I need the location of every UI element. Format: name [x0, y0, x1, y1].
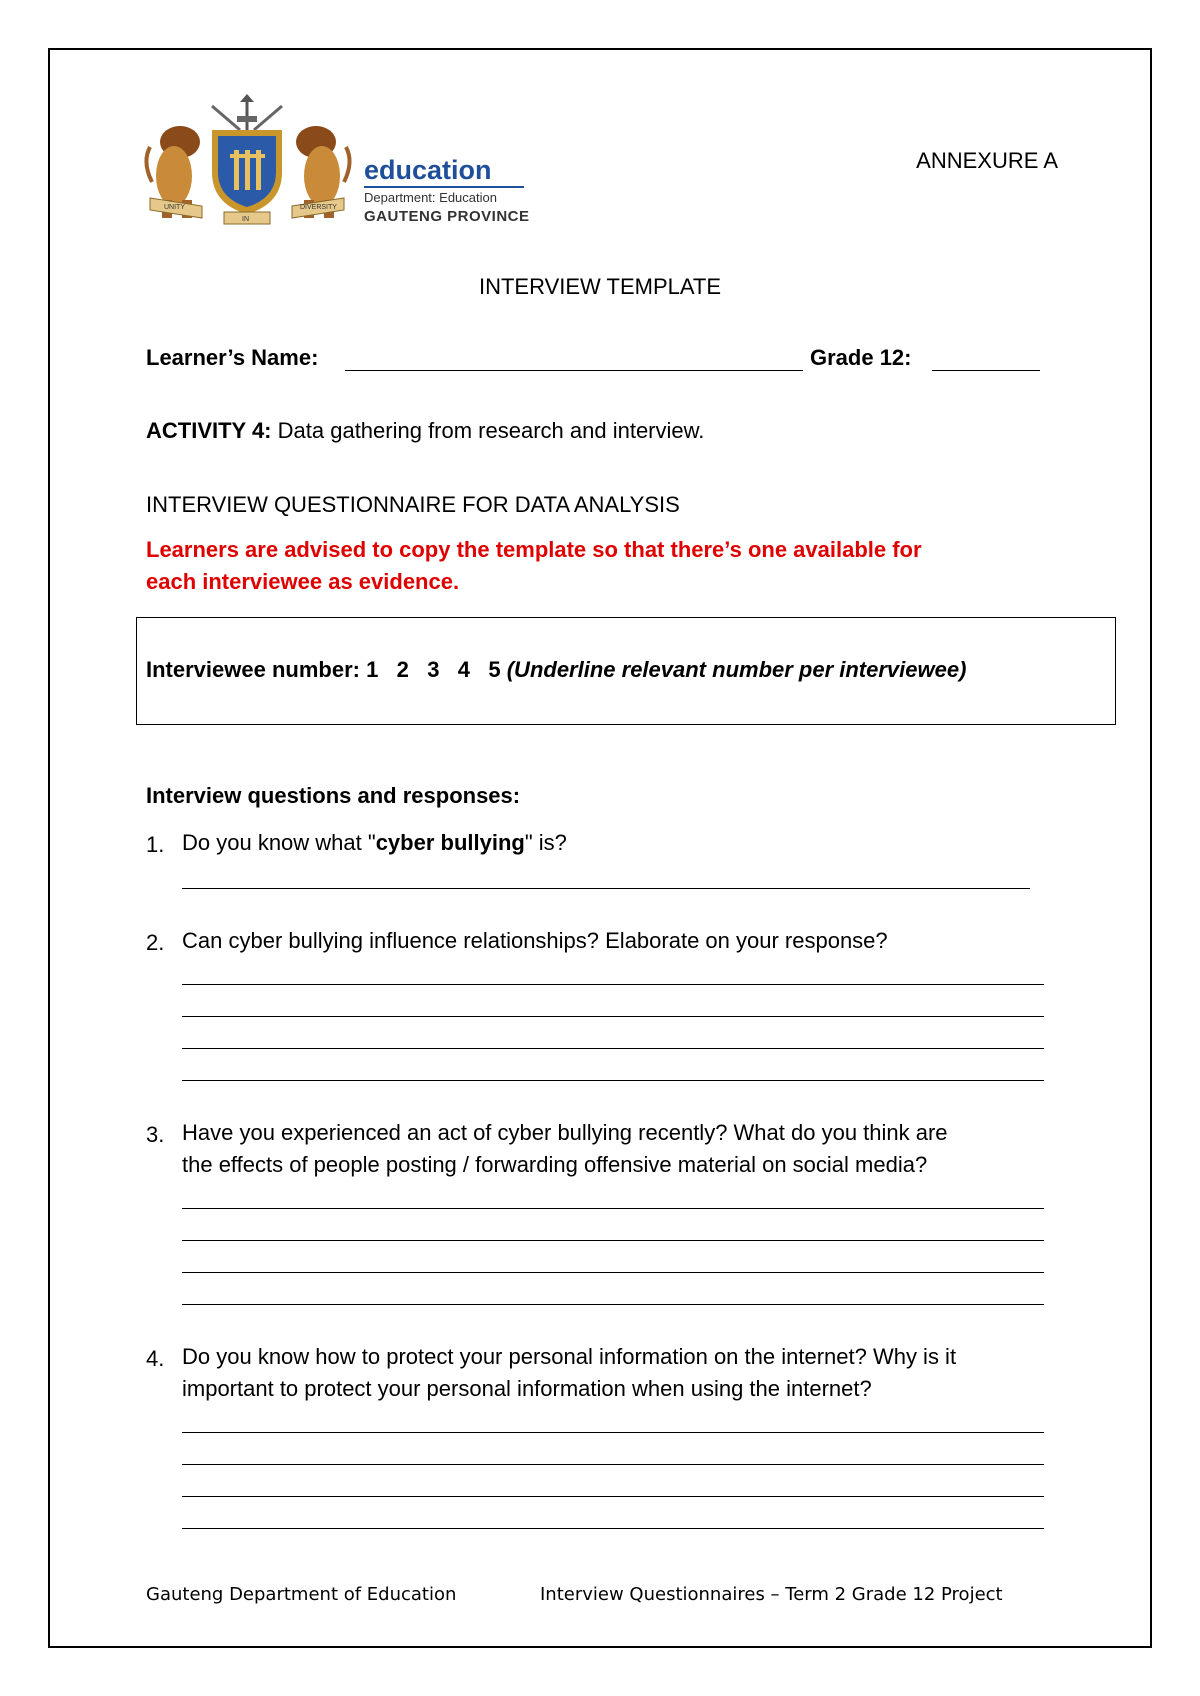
- footer-left: Gauteng Department of Education: [146, 1584, 457, 1605]
- logo-brand-text: education: [364, 155, 492, 185]
- activity-label: ACTIVITY 4:: [146, 418, 272, 443]
- question-1-answer-line[interactable]: [182, 888, 1030, 889]
- interviewee-label: Interviewee number:: [146, 657, 360, 682]
- question-3-number: 3.: [146, 1122, 165, 1147]
- question-4-answer-line[interactable]: [182, 1528, 1044, 1529]
- activity-text: Data gathering from research and interview.: [277, 418, 705, 443]
- question-2-text: Can cyber bullying influence relationships? Elaborate on your response?: [182, 928, 888, 953]
- question-3-answer-line[interactable]: [182, 1272, 1044, 1273]
- gauteng-crest-logo: [142, 92, 362, 232]
- logo-department-text: Department: Education: [364, 190, 497, 205]
- question-1-number: 1.: [146, 832, 165, 857]
- annexure-label: ANNEXURE A: [916, 148, 1058, 173]
- learner-name-line[interactable]: [345, 370, 803, 371]
- question-4-line-1: Do you know how to protect your personal information on the internet? Why is it: [182, 1344, 957, 1369]
- learner-name-label: Learner’s Name:: [146, 345, 319, 370]
- question-4-answer-line[interactable]: [182, 1464, 1044, 1465]
- question-3-answer-line[interactable]: [182, 1304, 1044, 1305]
- ribbon-text-center: IN: [242, 216, 249, 223]
- advice-line-1: Learners are advised to copy the template so that there’s one available for: [146, 537, 922, 562]
- shield: [212, 130, 282, 214]
- logo-underline: [364, 186, 524, 188]
- question-4-answer-line[interactable]: [182, 1432, 1044, 1433]
- page-title: INTERVIEW TEMPLATE: [478, 274, 722, 299]
- question-3-answer-line[interactable]: [182, 1208, 1044, 1209]
- question-4-answer-line[interactable]: [182, 1496, 1044, 1497]
- interviewee-numbers[interactable]: 1 2 3 4 5: [366, 657, 501, 682]
- interviewee-instruction: (Underline relevant number per interviewee): [506, 657, 967, 682]
- question-1-pre: Do you know what ": [182, 830, 376, 855]
- question-2-answer-line[interactable]: [182, 1016, 1044, 1017]
- advice-line-2: each interviewee as evidence.: [146, 569, 460, 594]
- grade-line[interactable]: [932, 370, 1040, 371]
- question-2-answer-line[interactable]: [182, 984, 1044, 985]
- footer-right: Interview Questionnaires – Term 2 Grade 12 Project: [540, 1584, 1003, 1605]
- question-2-number: 2.: [146, 930, 165, 955]
- question-3-line-2: the effects of people posting / forwarding offensive material on social media?: [182, 1152, 928, 1177]
- question-3-answer-line[interactable]: [182, 1240, 1044, 1241]
- questions-heading: Interview questions and responses:: [146, 783, 521, 808]
- ribbon-text-right: DIVERSITY: [300, 204, 337, 211]
- question-3-line-1: Have you experienced an act of cyber bullying recently? What do you think are: [182, 1120, 948, 1145]
- interviewee-line: [146, 657, 966, 683]
- question-1-post: " is?: [524, 830, 567, 855]
- question-4-line-2: important to protect your personal information when using the internet?: [182, 1376, 872, 1401]
- ribbon-text-left: UNITY: [164, 204, 185, 211]
- question-4-number: 4.: [146, 1346, 165, 1371]
- grade-label: Grade 12:: [810, 345, 912, 370]
- question-1-term: cyber bullying: [375, 830, 525, 855]
- question-1-text: [182, 827, 1062, 859]
- question-2-answer-line[interactable]: [182, 1080, 1044, 1081]
- logo-province-text: GAUTENG PROVINCE: [364, 208, 530, 225]
- question-2-answer-line[interactable]: [182, 1048, 1044, 1049]
- crest-top-ornament: [212, 94, 282, 132]
- activity-line: [146, 418, 704, 444]
- questionnaire-heading: INTERVIEW QUESTIONNAIRE FOR DATA ANALYSIS: [146, 492, 680, 517]
